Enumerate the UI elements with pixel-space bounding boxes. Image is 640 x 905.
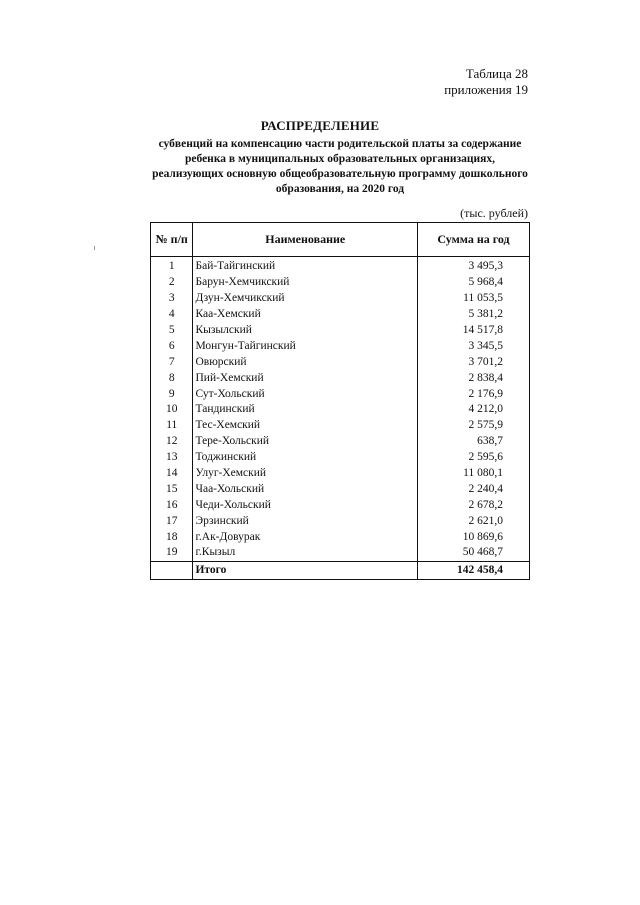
distribution-table <box>150 222 530 580</box>
row-sum: 2 678,2 <box>418 497 530 513</box>
table-row <box>151 450 530 466</box>
row-number: 9 <box>151 386 193 402</box>
table-row <box>151 370 530 386</box>
column-header-number: № п/п <box>151 223 193 257</box>
row-name: Пий-Хемский <box>193 370 418 386</box>
table-row <box>151 497 530 513</box>
row-number: 2 <box>151 275 193 291</box>
row-name: г.Ак-Довурак <box>193 529 418 545</box>
scan-mark <box>94 246 95 250</box>
row-sum: 2 621,0 <box>418 513 530 529</box>
row-name: Барун-Хемчикский <box>193 275 418 291</box>
table-row <box>151 513 530 529</box>
row-name: Тоджинский <box>193 450 418 466</box>
document-title: РАСПРЕДЕЛЕНИЕ <box>260 118 380 133</box>
row-sum: 638,7 <box>418 434 530 450</box>
table-row <box>151 338 530 354</box>
table-row <box>151 386 530 402</box>
row-sum: 2 838,4 <box>418 370 530 386</box>
row-sum: 50 468,7 <box>418 545 530 561</box>
row-sum: 2 176,9 <box>418 386 530 402</box>
row-name: Дзун-Хемчикский <box>193 291 418 307</box>
column-header-name: Наименование <box>193 223 418 257</box>
row-sum: 14 517,8 <box>418 323 530 339</box>
row-name: Тес-Хемский <box>193 418 418 434</box>
row-name: Каа-Хемский <box>193 307 418 323</box>
row-sum: 11 053,5 <box>418 291 530 307</box>
table-row <box>151 323 530 339</box>
table-number-label: Таблица 28 <box>465 66 528 81</box>
units-label: (тыс. рублей) <box>460 206 528 220</box>
row-number: 15 <box>151 481 193 497</box>
table-row <box>151 481 530 497</box>
subtitle-line-2: ребенка в муниципальных образовательных организациях, <box>184 153 495 165</box>
row-name: Тандинский <box>193 402 418 418</box>
table-row <box>151 257 530 275</box>
table-row <box>151 529 530 545</box>
row-number: 4 <box>151 307 193 323</box>
row-name: Улуг-Хемский <box>193 466 418 482</box>
row-name: Овюрский <box>193 354 418 370</box>
table-row <box>151 402 530 418</box>
row-sum: 5 968,4 <box>418 275 530 291</box>
appendix-label: приложения 19 <box>444 82 528 97</box>
row-number: 12 <box>151 434 193 450</box>
document-subtitle <box>140 137 540 197</box>
table-header-row <box>151 223 530 257</box>
table-row <box>151 275 530 291</box>
row-name: Бай-Тайгинский <box>193 257 418 275</box>
row-number: 1 <box>151 257 193 275</box>
row-number: 14 <box>151 466 193 482</box>
row-name: Тере-Хольский <box>193 434 418 450</box>
subtitle-line-1: субвенций на компенсацию части родительской платы за содержание <box>158 138 522 150</box>
table-row <box>151 545 530 561</box>
row-sum: 11 080,1 <box>418 466 530 482</box>
table-row <box>151 466 530 482</box>
row-number: 7 <box>151 354 193 370</box>
row-number: 18 <box>151 529 193 545</box>
row-number: 13 <box>151 450 193 466</box>
table-row <box>151 354 530 370</box>
row-number: 5 <box>151 323 193 339</box>
subtitle-line-4: образования, на 2020 год <box>275 183 405 195</box>
row-sum: 3 701,2 <box>418 354 530 370</box>
row-number: 17 <box>151 513 193 529</box>
row-sum: 3 495,3 <box>418 257 530 275</box>
table-row <box>151 418 530 434</box>
row-name: г.Кызыл <box>193 545 418 561</box>
row-number: 3 <box>151 291 193 307</box>
row-number: 19 <box>151 545 193 561</box>
row-name: Эрзинский <box>193 513 418 529</box>
row-number: 10 <box>151 402 193 418</box>
row-sum: 2 595,6 <box>418 450 530 466</box>
row-sum: 4 212,0 <box>418 402 530 418</box>
row-number: 6 <box>151 338 193 354</box>
row-sum: 3 345,5 <box>418 338 530 354</box>
table-row <box>151 307 530 323</box>
row-sum: 10 869,6 <box>418 529 530 545</box>
row-number: 8 <box>151 370 193 386</box>
row-name: Сут-Хольский <box>193 386 418 402</box>
subtitle-line-3: реализующих основную общеобразовательную программу дошкольного <box>152 168 528 180</box>
row-number: 11 <box>151 418 193 434</box>
row-sum: 2 575,9 <box>418 418 530 434</box>
row-sum: 2 240,4 <box>418 481 530 497</box>
total-label: Итого <box>193 561 418 579</box>
table-total-row <box>151 561 530 579</box>
table-reference <box>444 66 528 98</box>
row-name: Монгун-Тайгинский <box>193 338 418 354</box>
column-header-sum: Сумма на год <box>418 223 530 257</box>
row-name: Чеди-Хольский <box>193 497 418 513</box>
table-row <box>151 434 530 450</box>
row-name: Кызылский <box>193 323 418 339</box>
total-number-cell <box>151 561 193 579</box>
table-row <box>151 291 530 307</box>
row-name: Чаа-Хольский <box>193 481 418 497</box>
row-number: 16 <box>151 497 193 513</box>
total-sum: 142 458,4 <box>418 561 530 579</box>
row-sum: 5 381,2 <box>418 307 530 323</box>
